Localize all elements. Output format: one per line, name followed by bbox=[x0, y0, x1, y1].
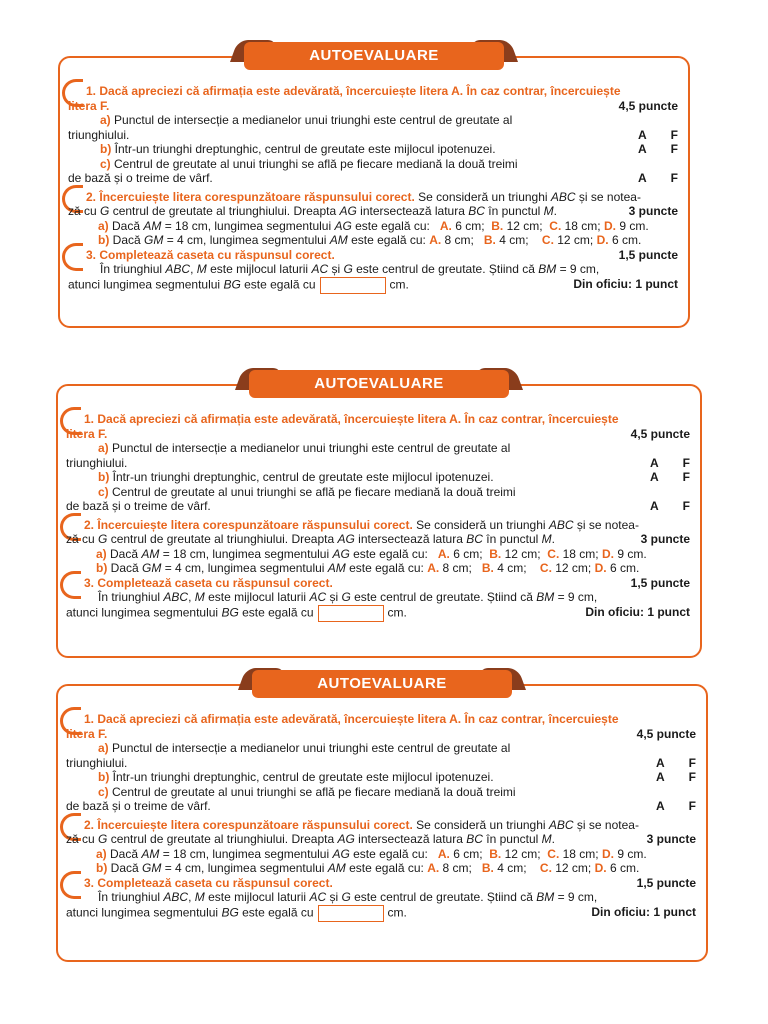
card-title: AUTOEVALUARE bbox=[244, 42, 504, 70]
q1-text: Dacă apreciezi că afirmația este adevărată, încercuiește litera A. În caz contrar, încercuiește bbox=[99, 84, 621, 98]
q1-number: 1. bbox=[66, 712, 94, 727]
q1-item-c: c) Centrul de greutate al unui triunghi se află pe fiecare mediană la două treimi bbox=[98, 784, 516, 799]
choice-d[interactable]: D. 9 cm. bbox=[603, 218, 649, 233]
choice-c[interactable]: C. 18 cm; bbox=[547, 846, 599, 861]
q2-header-2: ză cu G centrul de greutate al triunghiului. Dreapta AG intersectează latura BC în punctul M. 3 puncte bbox=[66, 532, 690, 546]
q1-header-2: litera F. 4,5 puncte bbox=[66, 726, 696, 741]
q2-item-a: a) Dacă AM = 18 cm, lungimea segmentului AG este egală cu: A. 6 cm; B. 12 cm; C. 18 cm; D. 9 cm. bbox=[96, 546, 647, 561]
option-a[interactable]: A bbox=[650, 470, 659, 484]
option-a[interactable]: A bbox=[656, 770, 665, 784]
choice-a[interactable]: A. 6 cm; bbox=[437, 546, 483, 561]
answer-box[interactable] bbox=[318, 605, 384, 622]
q1-item-c-cont: de bază și o treime de vârf. A F bbox=[66, 499, 690, 513]
q2-b-options bbox=[427, 861, 639, 875]
q2-header-2: ză cu G centrul de greutate al triunghiului. Dreapta AG intersectează latura BC în punctul M. 3 puncte bbox=[68, 204, 678, 218]
choice-b[interactable]: B. 12 cm; bbox=[491, 218, 543, 233]
q1-item-b: b) Într-un triunghi dreptunghic, centrul de greutate este mijlocul ipotenuzei. A F bbox=[100, 142, 678, 156]
q2-item-b: b) Dacă GM = 4 cm, lungimea segmentului AM este egală cu: A. 8 cm; B. 4 cm; C. 12 cm; D. 6 cm. bbox=[98, 233, 642, 247]
q1-header bbox=[66, 712, 696, 727]
q1-header bbox=[66, 412, 690, 427]
q2-number: 2. bbox=[68, 190, 96, 205]
choice-d[interactable]: D. 9 cm. bbox=[601, 546, 647, 561]
choice-b[interactable]: B. 4 cm; bbox=[483, 233, 529, 247]
choice-c[interactable]: C. 12 cm; bbox=[539, 861, 592, 875]
oficiu-points: Din oficiu: 1 punct bbox=[573, 276, 678, 291]
q1-item-c-cont: de bază și o treime de vârf. A F bbox=[68, 171, 678, 185]
option-f[interactable]: F bbox=[670, 127, 678, 142]
q2-header: 2. Încercuiește litera corespunzătoare răspunsului corect. Se consideră un triunghi ABC și se notea- bbox=[68, 190, 678, 205]
option-f[interactable]: F bbox=[670, 171, 678, 185]
card-content bbox=[66, 712, 696, 922]
q3-text-2: atunci lungimea segmentului BG este egală cu cm. Din oficiu: 1 punct bbox=[66, 905, 696, 922]
q2-item-b: b) Dacă GM = 4 cm, lungimea segmentului AM este egală cu: A. 8 cm; B. 4 cm; C. 12 cm; D. 6 cm. bbox=[96, 561, 640, 575]
q2-header: 2. Încercuiește litera corespunzătoare răspunsului corect. Se consideră un triunghi ABC și se notea- bbox=[66, 818, 696, 833]
q1-item-a: a) Punctul de intersecție a medianelor unui triunghi este centrul de greutate al bbox=[100, 113, 513, 127]
q2-number: 2. bbox=[66, 518, 94, 533]
q1-item-a: a) Punctul de intersecție a medianelor unui triunghi este centrul de greutate al bbox=[98, 441, 511, 455]
choice-c[interactable]: C. 12 cm; bbox=[541, 233, 594, 247]
option-f[interactable]: F bbox=[688, 755, 696, 770]
q3-number: 3. bbox=[66, 576, 94, 591]
option-a[interactable]: A bbox=[656, 799, 665, 813]
option-a[interactable]: A bbox=[638, 142, 647, 156]
self-assessment-card bbox=[58, 47, 690, 328]
q3-header: 3. Completează caseta cu răspunsul corect. 1,5 puncte bbox=[66, 576, 690, 591]
q2-number: 2. bbox=[66, 818, 94, 833]
q3-text-2: atunci lungimea segmentului BG este egală cu cm. Din oficiu: 1 punct bbox=[66, 605, 690, 622]
choice-a[interactable]: A. 8 cm; bbox=[427, 561, 472, 575]
option-f[interactable]: F bbox=[682, 499, 690, 513]
q1-number: 1. bbox=[68, 84, 96, 99]
q2-a-options bbox=[431, 547, 646, 561]
q1-item-a-cont: triunghiului. A F bbox=[68, 127, 678, 142]
q1-item-c-cont: de bază și o treime de vârf. A F bbox=[66, 799, 696, 813]
oficiu-points: Din oficiu: 1 punct bbox=[591, 904, 696, 919]
title-tab bbox=[252, 664, 512, 698]
q1-item-c: c) Centrul de greutate al unui triunghi se află pe fiecare mediană la două treimi bbox=[98, 484, 516, 499]
option-f[interactable]: F bbox=[682, 455, 690, 470]
q1-points: 4,5 puncte bbox=[618, 98, 678, 113]
answer-box[interactable] bbox=[320, 277, 386, 294]
q1-item-c: c) Centrul de greutate al unui triunghi se află pe fiecare mediană la două treimi bbox=[100, 156, 518, 171]
q2-b-options bbox=[429, 233, 641, 247]
q3-text-2: atunci lungimea segmentului BG este egală cu cm. Din oficiu: 1 punct bbox=[68, 277, 678, 294]
q3-points: 1,5 puncte bbox=[636, 875, 696, 890]
q1-item-b: b) Într-un triunghi dreptunghic, centrul de greutate este mijlocul ipotenuzei. A F bbox=[98, 770, 696, 784]
q1-text: Dacă apreciezi că afirmația este adevărată, încercuiește litera A. În caz contrar, încercuiește bbox=[97, 412, 619, 426]
option-a[interactable]: A bbox=[650, 455, 659, 470]
option-f[interactable]: F bbox=[688, 770, 696, 784]
choice-a[interactable]: A. 6 cm; bbox=[437, 846, 483, 861]
q3-text: În triunghiul ABC, M este mijlocul laturii AC și G este centrul de greutate. Știind că BM = 9 cm, bbox=[98, 890, 598, 904]
card-content bbox=[68, 84, 678, 294]
q2-header-2: ză cu G centrul de greutate al triunghiului. Dreapta AG intersectează latura BC în punctul M. 3 puncte bbox=[66, 832, 696, 846]
q2-a-options bbox=[431, 847, 646, 861]
q2-points: 3 puncte bbox=[640, 532, 690, 546]
option-a[interactable]: A bbox=[650, 499, 659, 513]
q2-b-options bbox=[427, 561, 639, 575]
choice-c[interactable]: C. 18 cm; bbox=[547, 546, 599, 561]
q2-a-options bbox=[433, 219, 648, 233]
card-content bbox=[66, 412, 690, 622]
choice-a[interactable]: A. 8 cm; bbox=[427, 861, 472, 875]
q3-number: 3. bbox=[66, 876, 94, 891]
answer-box[interactable] bbox=[318, 905, 384, 922]
q2-points: 3 puncte bbox=[628, 204, 678, 218]
q1-item-a-cont: triunghiului. A F bbox=[66, 755, 696, 770]
q1-text: Dacă apreciezi că afirmația este adevărată, încercuiește litera A. În caz contrar, încercuiește bbox=[97, 712, 619, 726]
choice-c[interactable]: C. 12 cm; bbox=[539, 561, 592, 575]
q1-header bbox=[68, 84, 678, 99]
option-a[interactable]: A bbox=[638, 127, 647, 142]
q3-points: 1,5 puncte bbox=[618, 247, 678, 262]
choice-d[interactable]: D. 9 cm. bbox=[601, 846, 647, 861]
q2-item-a: a) Dacă AM = 18 cm, lungimea segmentului AG este egală cu: A. 6 cm; B. 12 cm; C. 18 cm; D. 9 cm. bbox=[98, 218, 649, 233]
card-title: AUTOEVALUARE bbox=[249, 370, 509, 398]
q2-header: 2. Încercuiește litera corespunzătoare răspunsului corect. Se consideră un triunghi ABC și se notea- bbox=[66, 518, 690, 533]
option-a[interactable]: A bbox=[656, 755, 665, 770]
self-assessment-card bbox=[56, 675, 708, 962]
choice-b[interactable]: B. 12 cm; bbox=[489, 846, 541, 861]
option-f[interactable]: F bbox=[682, 470, 690, 484]
choice-a[interactable]: A. 6 cm; bbox=[439, 218, 485, 233]
card-title: AUTOEVALUARE bbox=[252, 670, 512, 698]
q3-header: 3. Completează caseta cu răspunsul corect. 1,5 puncte bbox=[66, 876, 696, 891]
q1-points: 4,5 puncte bbox=[630, 426, 690, 441]
option-a[interactable]: A bbox=[638, 171, 647, 185]
title-tab bbox=[244, 36, 504, 70]
q2-points: 3 puncte bbox=[646, 832, 696, 846]
q1-number: 1. bbox=[66, 412, 94, 427]
choice-b[interactable]: B. 4 cm; bbox=[481, 861, 527, 875]
q1-header-2: litera F. 4,5 puncte bbox=[68, 98, 678, 113]
q3-points: 1,5 puncte bbox=[630, 575, 690, 590]
q1-item-a-cont: triunghiului. A F bbox=[66, 455, 690, 470]
q1-item-a: a) Punctul de intersecție a medianelor unui triunghi este centrul de greutate al bbox=[98, 741, 511, 755]
choice-a[interactable]: A. 8 cm; bbox=[429, 233, 474, 247]
choice-d[interactable]: D. 6 cm. bbox=[596, 233, 642, 247]
title-tab bbox=[249, 364, 509, 398]
option-f[interactable]: F bbox=[670, 142, 678, 156]
q3-text: În triunghiul ABC, M este mijlocul laturii AC și G este centrul de greutate. Știind că BM = 9 cm, bbox=[100, 262, 600, 276]
q1-item-b: b) Într-un triunghi dreptunghic, centrul de greutate este mijlocul ipotenuzei. A F bbox=[98, 470, 690, 484]
q2-item-a: a) Dacă AM = 18 cm, lungimea segmentului AG este egală cu: A. 6 cm; B. 12 cm; C. 18 cm; D. 9 cm. bbox=[96, 846, 647, 861]
choice-b[interactable]: B. 12 cm; bbox=[489, 546, 541, 561]
choice-b[interactable]: B. 4 cm; bbox=[481, 561, 527, 575]
q3-text: În triunghiul ABC, M este mijlocul laturii AC și G este centrul de greutate. Știind că BM = 9 cm, bbox=[98, 590, 598, 604]
q3-header: 3. Completează caseta cu răspunsul corect. 1,5 puncte bbox=[68, 248, 678, 263]
self-assessment-card bbox=[56, 375, 702, 658]
choice-d[interactable]: D. 6 cm. bbox=[594, 561, 640, 575]
choice-c[interactable]: C. 18 cm; bbox=[549, 218, 601, 233]
choice-d[interactable]: D. 6 cm. bbox=[594, 861, 640, 875]
q2-item-b: b) Dacă GM = 4 cm, lungimea segmentului AM este egală cu: A. 8 cm; B. 4 cm; C. 12 cm; D. 6 cm. bbox=[96, 861, 640, 875]
oficiu-points: Din oficiu: 1 punct bbox=[585, 604, 690, 619]
option-f[interactable]: F bbox=[688, 799, 696, 813]
q1-header-2: litera F. 4,5 puncte bbox=[66, 426, 690, 441]
q1-points: 4,5 puncte bbox=[636, 726, 696, 741]
q3-number: 3. bbox=[68, 248, 96, 263]
